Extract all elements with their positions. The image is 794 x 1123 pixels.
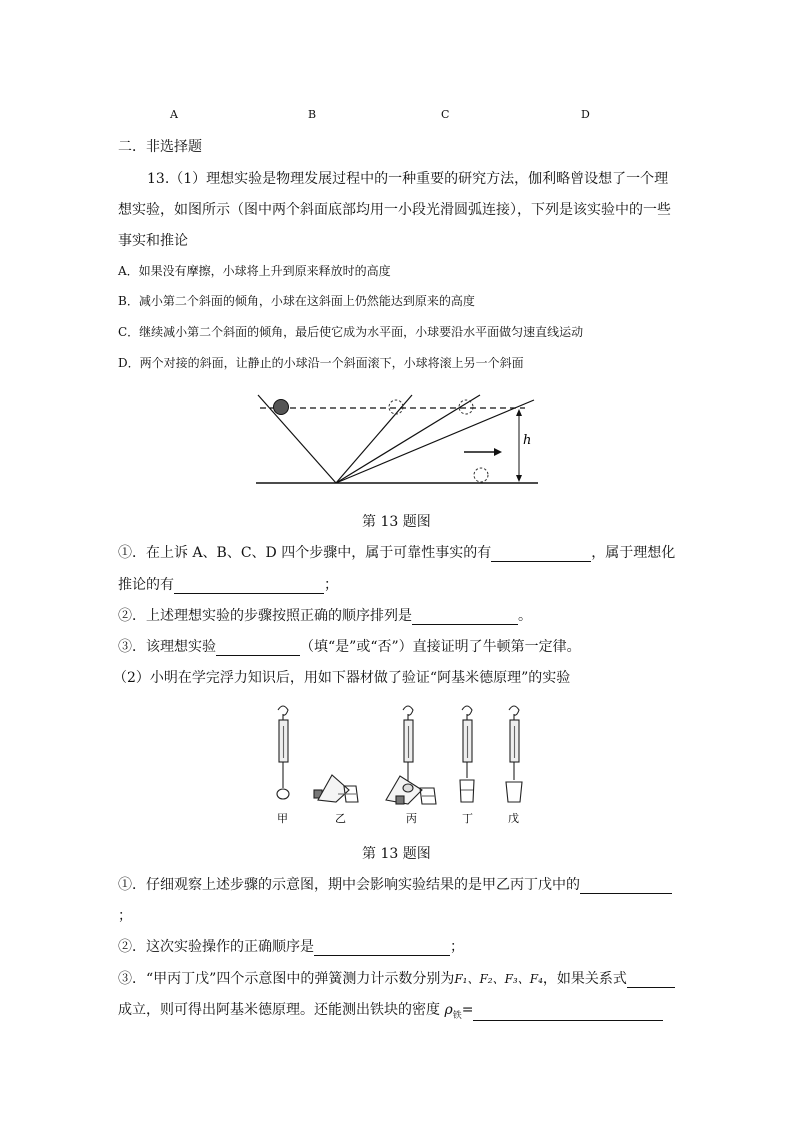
- right-incline-mid: [336, 395, 480, 483]
- answer-blank[interactable]: [473, 1006, 663, 1021]
- option-letter-b: B: [308, 108, 317, 121]
- answer-blank[interactable]: [627, 973, 675, 988]
- label-wu: 戊: [508, 812, 519, 825]
- figure-2-caption: 第 13 题图: [362, 846, 431, 862]
- statement-c: C．继续减小第二个斜面的倾角，最后使它成为水平面，小球要沿水平面做匀速直线运动: [118, 325, 584, 339]
- statement-b: B．减小第二个斜面的倾角，小球在这斜面上仍然能达到原来的高度: [118, 294, 475, 308]
- label-jia: 甲: [277, 812, 288, 825]
- option-letter-c: C: [441, 108, 450, 121]
- label-ding: 丁: [462, 812, 473, 825]
- archimedes-figure: [266, 700, 536, 830]
- motion-arrow-head: [494, 448, 502, 456]
- label-bing: 丙: [406, 812, 417, 825]
- figure-1-caption: 第 13 题图: [362, 514, 431, 530]
- part2-question-2: ②．这次实验操作的正确顺序是 ；: [118, 939, 464, 955]
- answer-blank[interactable]: [174, 579, 324, 594]
- q13-intro-line-2: 想实验，如图所示（图中两个斜面底部均用一小段光滑圆弧连接），下列是该实验中的一些: [118, 202, 671, 218]
- setup-yi: [314, 775, 358, 802]
- q13-intro-line-1: 13.（1）理想实验是物理发展过程中的一种重要的研究方法，伽利略曾设想了一个理: [147, 171, 669, 187]
- answer-blank[interactable]: [412, 610, 518, 625]
- answer-blank[interactable]: [491, 547, 591, 562]
- statement-a: A．如果没有摩擦，小球将上升到原来释放时的高度: [118, 264, 391, 278]
- part1-question-2: ②．上述理想实验的步骤按照正确的顺序排列是 。: [118, 608, 532, 624]
- label-yi: 乙: [335, 812, 346, 825]
- answer-blank[interactable]: [314, 941, 450, 956]
- part2-question-3-cont: 成立，则可得出阿基米德原理。还能测出铁块的密度 $\rho_铁=$: [118, 999, 663, 1021]
- part2-question-1-cont: ；: [118, 908, 132, 924]
- inclined-planes-figure: [240, 388, 550, 493]
- part2-question-3: ③．“甲丙丁戊”四个示意图中的弹簧测力计示数分别为F₁、F₂、F₃、F₄，如果关系式: [118, 968, 675, 988]
- right-incline-shallow: [336, 400, 534, 483]
- part1-question-3: ③．该理想实验 （填“是”或“否”）直接证明了牛顿第一定律。: [118, 639, 581, 655]
- part2-question-1: ①．仔细观察上述步骤的示意图，期中会影响实验结果的是甲乙丙丁戊中的: [118, 874, 672, 894]
- option-letter-d: D: [581, 108, 590, 121]
- part1-question-1: ①．在上诉 A、B、C、D 四个步骤中，属于可靠性事实的有 ，属于理想化: [118, 545, 676, 561]
- ball-position-4: [474, 468, 488, 482]
- part2-intro: （2）小明在学完浮力知识后，用如下器材做了验证“阿基米德原理”的实验: [113, 670, 571, 686]
- answer-blank[interactable]: [216, 641, 300, 656]
- ball-solid: [274, 400, 289, 415]
- setup-ding: [460, 706, 474, 802]
- option-letter-a: A: [170, 108, 178, 121]
- setup-wu: [506, 706, 522, 802]
- setup-jia: [277, 706, 289, 799]
- answer-blank[interactable]: [580, 879, 672, 894]
- part1-question-1-cont: 推论的有 ；: [118, 577, 338, 593]
- force-symbols: F₁、F₂、F₃、F₄: [454, 972, 543, 986]
- rho-subscript: 铁: [452, 1010, 462, 1021]
- q13-intro-line-3: 事实和推论: [118, 233, 188, 249]
- h-label: h: [523, 433, 532, 448]
- section-title: 二．非选择题: [118, 139, 202, 155]
- rho-symbol: ρ: [444, 1002, 453, 1018]
- setup-bing: [386, 706, 436, 804]
- statement-d: D．两个对接的斜面，让静止的小球沿一个斜面滚下，小球将滚上另一个斜面: [118, 356, 524, 370]
